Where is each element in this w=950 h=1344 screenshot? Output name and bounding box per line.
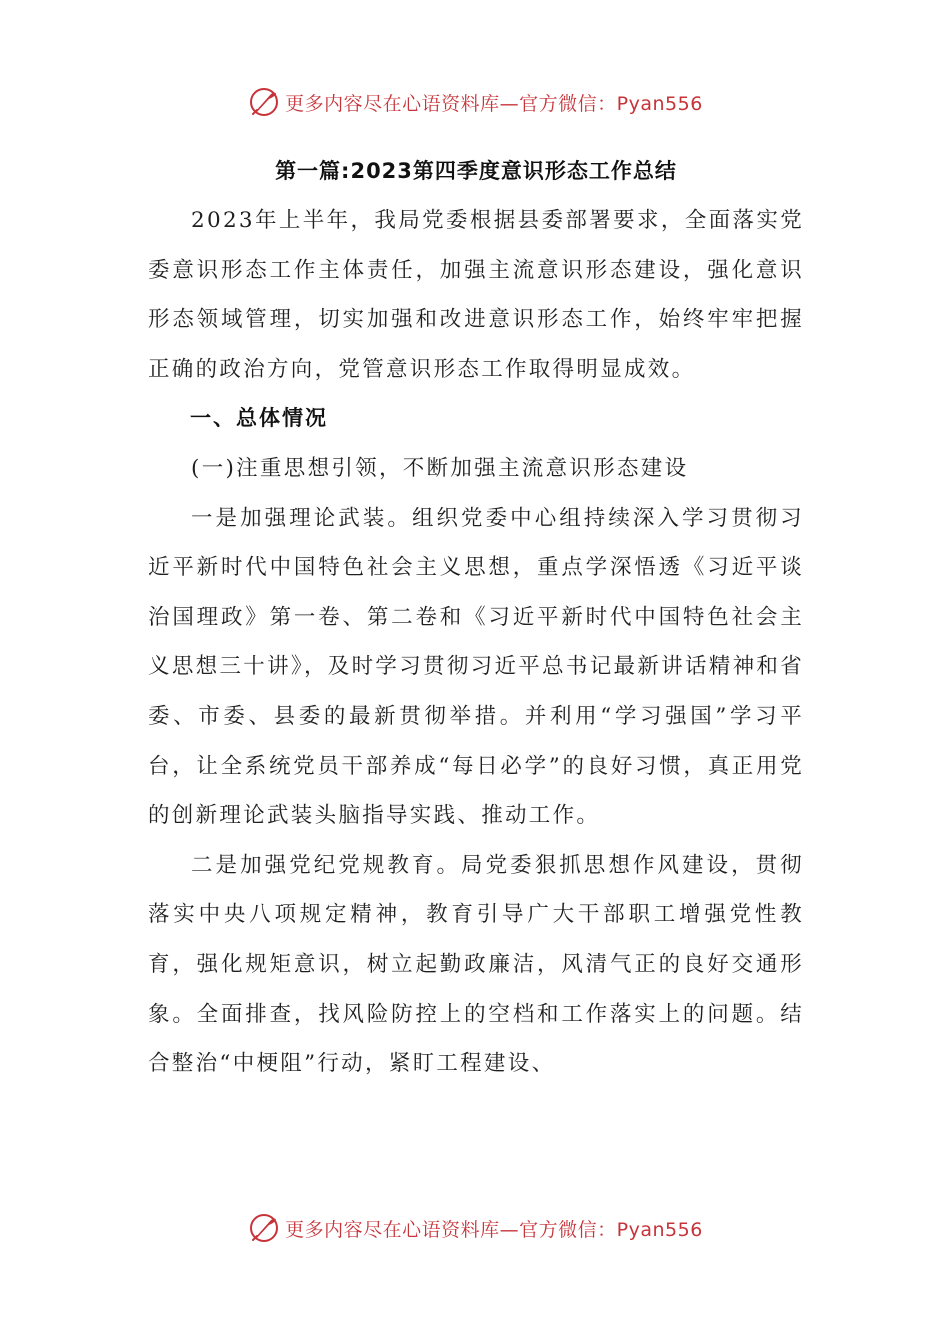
section-heading: 一、总体情况	[190, 406, 328, 431]
body-paragraph-2: 二是加强党纪党规教育。局党委狠抓思想作风建设，贯彻落实中央八项规定精神，教育引导广大干部职工增强党性教育，强化规矩意识，树立起勤政廉洁，风清气正的良好交通形象。全面排查，找风险防控上的空档和工作落实上的问题。结合整治“中梗阻”行动，紧盯工程建设、	[148, 852, 804, 1077]
header-watermark-banner	[0, 82, 950, 122]
quill-pen-icon	[247, 1211, 281, 1245]
subsection-heading: (一)注重思想引领，不断加强主流意识形态建设	[191, 455, 689, 481]
watermark-text: 更多内容尽在心语资料库—官方微信：Pyan556	[285, 1218, 703, 1241]
body-paragraph-1: 一是加强理论武装。组织党委中心组持续深入学习贯彻习近平新时代中国特色社会主义思想，重点学深悟透《习近平谈治国理政》第一卷、第二卷和《习近平新时代中国特色社会主义思想三十讲》，及时学习贯彻习近平总书记最新讲话精神和省委、市委、县委的最新贯彻举措。并利用“学习强国”学习平台，让全系统党员干部养成“每日必学”的良好习惯，真正用党的创新理论武装头脑指导实践、推动工作。	[148, 505, 804, 829]
document-body	[148, 146, 804, 1089]
quill-pen-icon	[247, 85, 281, 119]
document-title: 第一篇:2023第四季度意识形态工作总结	[275, 159, 677, 183]
watermark-text: 更多内容尽在心语资料库—官方微信：Pyan556	[285, 92, 703, 115]
footer-watermark-banner	[0, 1208, 950, 1248]
intro-paragraph: 2023年上半年，我局党委根据县委部署要求，全面落实党委意识形态工作主体责任，加强主流意识形态建设，强化意识形态领域管理，切实加强和改进意识形态工作，始终牢牢把握正确的政治方向，党管意识形态工作取得明显成效。	[148, 208, 804, 382]
